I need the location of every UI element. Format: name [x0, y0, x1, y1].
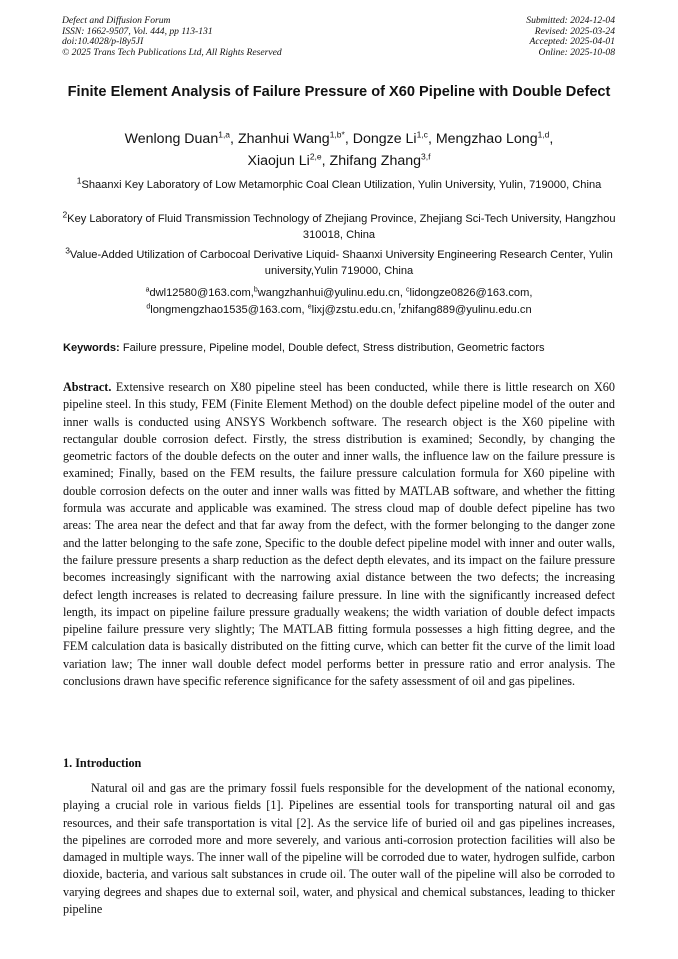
section-body: Natural oil and gas are the primary fossil fuels responsible for the development of the national economy, playing a crucial role in various fields [1]. Pipelines are essential tools for transporting natural oil and gas resources, and their safe transportation is vital [2]. As the service life of buried oil and gas pipelines increases, the pipelines are corroded more and more severely, and various anti-corrosion protection facilities will also be damaged in multiple ways. The inner wall of the pipeline will be corroded due to water, hydrogen sulfide, carbon dioxide, bacteria, and various salt substances in crude oil. The outer wall of the pipeline will also be corroded to varying degrees and shapes due to external soil, water, and physical and chemical substances, leading to thicker pipeline	[63, 781, 615, 917]
journal-doi[interactable]: doi:10.4028/p-l8y5JI	[62, 36, 144, 48]
journal-issn: ISSN: 1662-9507, Vol. 444, pp 113-131	[62, 25, 213, 37]
affiliation-2	[60, 209, 618, 243]
author-name: Wenlong Duan	[124, 131, 219, 147]
author-affiliation-sup: 3,f	[421, 151, 431, 162]
email-link[interactable]: dwl12580@163.com	[149, 287, 251, 299]
email-link[interactable]: longmengzhao1535@163.com	[150, 304, 302, 316]
paper-title: Finite Element Analysis of Failure Pressure of X60 Pipeline with Double Defect	[67, 84, 611, 100]
abstract	[63, 379, 615, 690]
journal-copyright: © 2025 Trans Tech Publications Ltd, All Rights Reserved	[62, 46, 282, 58]
abstract-text: Extensive research on X80 pipeline steel has been conducted, while there is little research on X60 pipeline steel. In this study, FEM (Finite Element Method) on the double defect pipeline model of the outer and inner walls is conducted using ANSYS Workbench software. The research object is the X60 pipeline with rectangular double corrosion defect. Firstly, the stress distribution is examined; Secondly, by changing the geometric factors of the double defects on the outer and inner walls, the influence law on the failure pressure is examined; Finally, based on the FEM results, the failure pressure calculation formula for X60 pipeline with double corrosion defects on the outer and inner walls was fitted by MATLAB software, and whether the fitting formula was accurate and applicable was examined. The stress cloud map of double defect pipeline has two areas: The area near the defect and that far away from the defect, with the former belonging to the danger zone and the latter belonging to the safe zone, Specific to the double defect pipeline model with inner and outer walls, the failure pressure presents a sharp reduction as the defect depth elevates, and its impact on the failure pressure becomes increasingly significant with the narrowing axial distance between the two defects; the increasing defect length increases is related to decreasing failure pressure. In line with the significantly increased defect length, its impact on pipeline failure pressure gradually weakens; the width variation of double defect impacts pipeline failure pressure very slightly; The MATLAB fitting formula possesses a high fitting degree, and the FEM calculation data is basically distributed on the fitting curve, which can better fit the curve of the limit load variation law; The inner wall double defect model performs better in pressure ratio and error analysis. The conclusions drawn have specific reference significance for the safety assessment of oil and gas pipelines.	[63, 380, 615, 689]
author-name: Mengzhao Long	[435, 131, 538, 147]
affiliation-3	[60, 245, 618, 279]
author-name: Xiaojun Li	[247, 153, 310, 169]
date-accepted: Accepted: 2025-04-01	[529, 36, 615, 48]
email-marker: f	[398, 303, 401, 311]
affiliation-text: Key Laboratory of Fluid Transmission Technology of Zhejiang Province, Zhejiang Sci-Tech University, Hangzhou 310018, China	[67, 213, 616, 241]
affiliation-number: 1	[76, 175, 82, 186]
affiliation-text: Shaanxi Key Laboratory of Low Metamorphic Coal Clean Utilization, Yulin University, Yulin, 719000, China	[81, 179, 602, 191]
author-name: Zhifang Zhang	[329, 153, 422, 169]
email-link[interactable]: lidongze0826@163.com	[409, 287, 530, 299]
author-affiliation-sup: 1,a	[218, 129, 231, 140]
author-affiliation-sup: 2,e	[309, 151, 322, 162]
email-link[interactable]: lixj@zstu.edu.cn	[311, 304, 393, 316]
email-marker: b	[253, 286, 258, 294]
author-list: Wenlong Duan$^{1,a}$, Zhanhui Wang$^{1,b*}$, Dongze Li$^{1,c}$, Mengzhao Long$^{1,d}$, Xiaojun Li$^{2,e}$, Zhifang Zhang$^{3,f}$	[124, 129, 554, 169]
keywords	[63, 341, 619, 356]
author-affiliation-sup: 1,c	[416, 129, 428, 140]
author-name: Zhanhui Wang	[237, 131, 330, 147]
section-title: 1. Introduction	[63, 756, 142, 770]
author-affiliation-sup: 1,b*	[329, 129, 345, 140]
author-affiliation-sup: 1,d	[537, 129, 550, 140]
email-link[interactable]: wangzhanhui@yulinu.edu.cn	[257, 287, 400, 299]
email-marker: d	[146, 303, 151, 311]
affiliation-1	[60, 175, 618, 194]
email-marker: a	[145, 286, 150, 294]
keywords-label: Keywords:	[63, 342, 120, 354]
date-submitted: Submitted: 2024-12-04	[526, 15, 615, 26]
email-marker: c	[406, 286, 410, 294]
affiliation-number: 2	[62, 209, 68, 220]
journal-name: Defect and Diffusion Forum	[62, 15, 171, 26]
email-link[interactable]: zhifang889@yulinu.edu.cn	[400, 304, 532, 316]
journal-header-left	[62, 16, 282, 58]
abstract-label: Abstract.	[63, 380, 112, 394]
affiliation-text: Value-Added Utilization of Carbocoal Derivative Liquid- Shaanxi University Engineering Research Center, Yulin university,Yulin 719000, China	[69, 249, 613, 277]
journal-header-right	[526, 16, 615, 58]
author-name: Dongze Li	[352, 131, 417, 147]
keywords-text: Failure pressure, Pipeline model, Double defect, Stress distribution, Geometric factors	[122, 342, 545, 354]
author-emails: $^a$dwl12580@163.com,$^b$wangzhanhui@yulinu.edu.cn, $^c$lidongze0826@163.com, $^d$longmengzhao1535@163.com, $^e$lixj@zstu.edu.cn, $^f$zhifang889@yulinu.edu.cn	[145, 286, 533, 316]
date-revised: Revised: 2025-03-24	[534, 25, 615, 37]
email-marker: e	[307, 303, 312, 311]
affiliation-number: 3	[65, 245, 70, 256]
date-online: Online: 2025-10-08	[538, 46, 615, 58]
